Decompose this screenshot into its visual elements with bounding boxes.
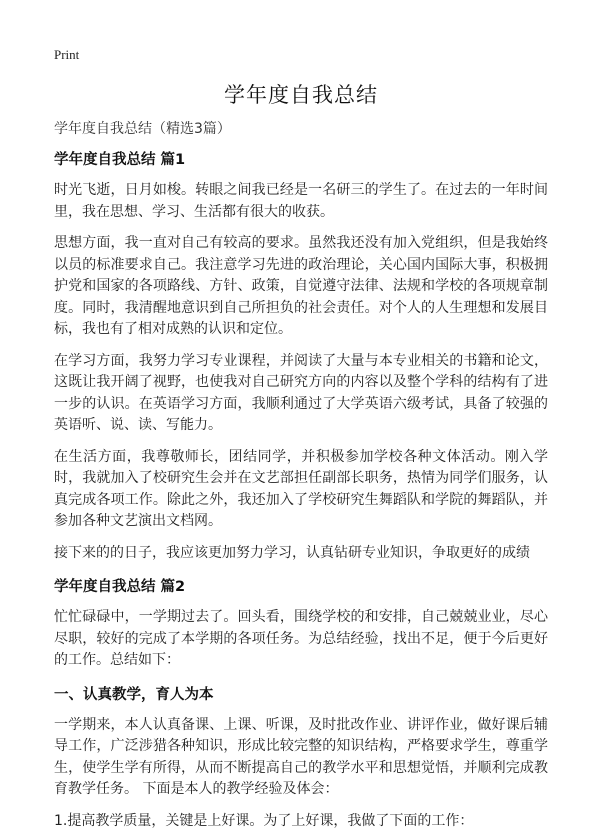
section-2 xyxy=(54,576,548,832)
paragraph: 思想方面，我一直对自己有较高的要求。虽然我还没有加入党组织，但是我始终以员的标准要求自己。我注意学习先进的政治理论，关心国内国际大事，积极拥护党和国家的各项路线、方针、政策，自觉遵守法律、法规和学校的各项规章制度。同时，我清醒地意识到自己所担负的社会责任。对个人的人生理想和发展目标，我也有了相对成熟的认识和定位。 xyxy=(54,233,548,341)
section-heading: 学年度自我总结 篇2 xyxy=(54,576,548,598)
paragraph: 一学期来，本人认真备课、上课、听课，及时批改作业、讲评作业，做好课后辅导工作，广泛涉猎各种知识，形成比较完整的知识结构，严格要求学生，尊重学生，使学生学有所得，从而不断提高自己的教学水平和思想觉悟，并顺利完成教育教学任务。 下面是本人的教学经验及体会： xyxy=(54,715,548,801)
subsection-heading: 一、认真教学，育人为本 xyxy=(54,684,548,706)
document-subtitle: 学年度自我总结（精选3篇） xyxy=(54,118,548,140)
print-link[interactable]: Print xyxy=(54,46,79,64)
list-item-paragraph: 1.提高教学质量，关键是上好课。为了上好课，我做了下面的工作： xyxy=(54,811,548,832)
section-1 xyxy=(54,149,548,564)
page-title: 学年度自我总结 xyxy=(54,80,548,110)
paragraph: 在生活方面，我尊敬师长，团结同学，并积极参加学校各种文体活动。刚入学时，我就加入了校研究生会并在文艺部担任副部长职务，热情为同学们服务，认真完成各项工作。除此之外，我还加入了学校研究生舞蹈队和学院的舞蹈队，并参加各种文艺演出文档网。 xyxy=(54,447,548,533)
subsection-1 xyxy=(54,684,548,832)
section-heading: 学年度自我总结 篇1 xyxy=(54,149,548,171)
paragraph: 时光飞逝，日月如梭。转眼之间我已经是一名研三的学生了。在过去的一年时间里，我在思想、学习、生活都有很大的收获。 xyxy=(54,180,548,223)
paragraph: 在学习方面，我努力学习专业课程，并阅读了大量与本专业相关的书籍和论文，这既让我开阔了视野，也使我对自己研究方向的内容以及整个学科的结构有了进一步的认识。在英语学习方面，我顺利通过了大学英语六级考试，具备了较强的英语听、说、读、写能力。 xyxy=(54,351,548,437)
paragraph: 接下来的的日子，我应该更加努力学习，认真钻研专业知识，争取更好的成绩 xyxy=(54,543,548,565)
paragraph: 忙忙碌碌中，一学期过去了。回头看，围绕学校的和安排，自己兢兢业业，尽心尽职，较好的完成了本学期的各项任务。为总结经验，找出不足，便于今后更好的工作。总结如下： xyxy=(54,607,548,672)
